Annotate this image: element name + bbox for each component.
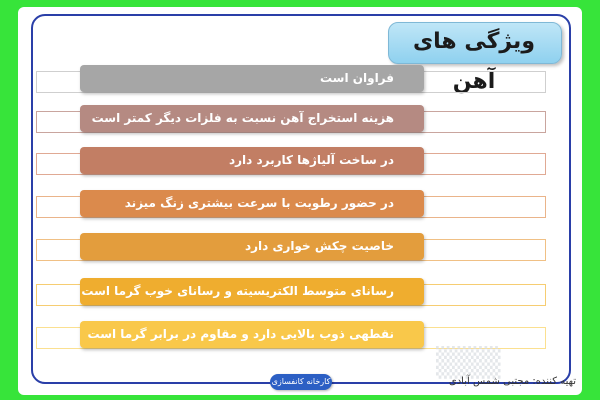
list-item: فراوان است (80, 65, 424, 92)
list-item: خاصیت چکش خواری دارد (80, 233, 424, 260)
list-item: هزینه استخراج آهن نسبت به فلزات دیگر کمتر است (80, 105, 424, 132)
list-item: در ساخت آلیاژها کاربرد دارد (80, 147, 424, 174)
author-credit: تهیه کننده: مجتبی شمس آبادی (448, 376, 576, 387)
page-title: ویژگی های آهن (412, 29, 535, 94)
list-item: رسانای متوسط الکتریسیته و رسانای خوب گرما است (80, 278, 424, 305)
list-item: در حضور رطوبت با سرعت بیشتری زنگ میزند (80, 190, 424, 217)
footer-button[interactable]: کارخانه کانفسازی (270, 374, 332, 390)
watermark-logo: ▒▒▒ (436, 346, 501, 379)
list-item: نقطهی ذوب بالایی دارد و مقاوم در برابر گرما است (80, 321, 424, 348)
